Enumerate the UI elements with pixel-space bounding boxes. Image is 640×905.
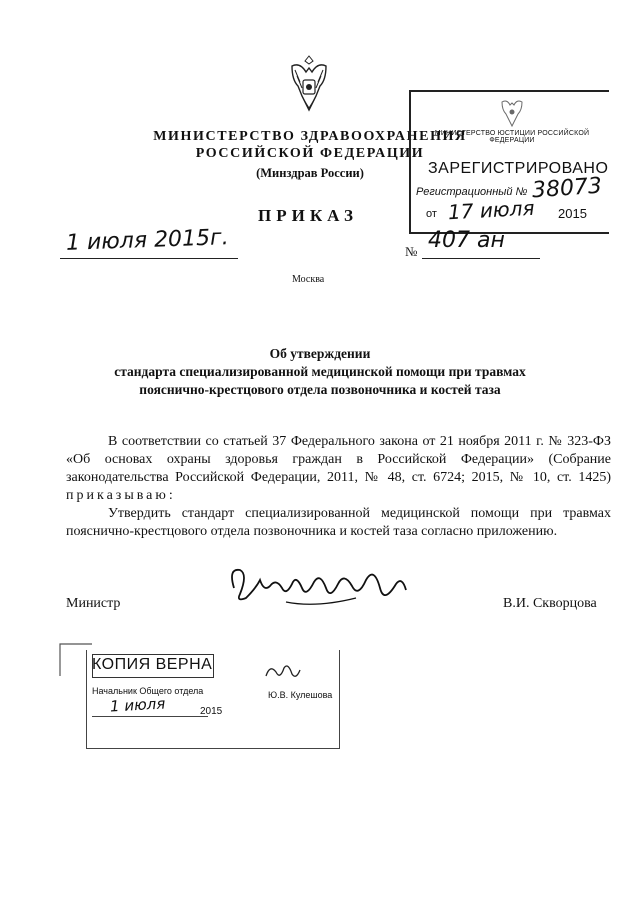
body-paragraph-1-text: В соответствии со статьей 37 Федерального закона от 21 ноября 2011 г. № 323-ФЗ «Об основах охраны здоровья граждан в Российской Федерации» (Собрание законодательства Российской Федерации, 2011, № 48, ст. 6724; 2015, № 10, ст. 1425)	[66, 434, 611, 485]
order-body	[66, 433, 611, 541]
minister-name: В.И. Скворцова	[503, 596, 597, 611]
minister-title: Министр	[66, 596, 121, 611]
coat-of-arms-emblem	[286, 52, 332, 114]
stamp-registration-number: 38073	[531, 173, 603, 204]
copy-stamp-date-underline	[92, 716, 208, 717]
ministry-name-line2: РОССИЙСКОЙ ФЕДЕРАЦИИ	[195, 146, 425, 161]
stamp-registration-number-label: Регистрационный №	[416, 186, 528, 198]
stamp-emblem-icon	[498, 94, 526, 128]
minister-signature	[226, 558, 426, 618]
copy-stamp-position: Начальник Общего отдела	[92, 686, 204, 696]
order-directive: приказываю:	[66, 488, 176, 503]
order-date: 1 июля 2015г.	[65, 225, 230, 256]
title-line1: Об утверждении	[269, 346, 371, 361]
ministry-short-name: (Минздрав России)	[256, 166, 364, 180]
copy-stamp-signature	[262, 658, 302, 684]
title-line2: стандарта специализированной медицинской помощи при травмах	[114, 364, 526, 379]
date-underline	[60, 258, 238, 259]
copy-stamp-date: 1 июля	[109, 694, 166, 716]
title-line3: пояснично-крестцового отдела позвоночника и костей таза	[139, 382, 501, 397]
number-underline	[422, 258, 540, 259]
body-paragraph-2: Утвердить стандарт специализированной медицинской помощи при травмах пояснично-крестцового отдела позвоночника и костей таза согласно приложению.	[66, 506, 611, 539]
stamp-from-label: от	[426, 208, 437, 220]
copy-stamp-title: КОПИЯ ВЕРНА	[92, 656, 213, 673]
order-number: 407 ан	[428, 228, 505, 253]
body-paragraph-1	[66, 433, 611, 505]
copy-stamp-name: Ю.В. Кулешова	[268, 690, 333, 700]
copy-stamp-year: 2015	[200, 706, 223, 717]
stamp-registration-date: 17 июля	[447, 195, 536, 225]
copy-stamp-corner-mark	[56, 640, 96, 680]
stamp-registered-title: ЗАРЕГИСТРИРОВАНО	[428, 160, 609, 177]
city-name: Москва	[292, 274, 325, 285]
number-sign: №	[405, 244, 418, 259]
stamp-registration-year: 2015	[558, 206, 587, 221]
stamp-ministry-justice: МИНИСТЕРСТВО ЮСТИЦИИ РОССИЙСКОЙ ФЕДЕРАЦИИ	[434, 130, 590, 144]
document-type-title: ПРИКАЗ	[258, 206, 358, 225]
order-subject-title	[60, 345, 580, 399]
ministry-name-line1: МИНИСТЕРСТВО ЗДРАВООХРАНЕНИЯ	[153, 129, 467, 144]
